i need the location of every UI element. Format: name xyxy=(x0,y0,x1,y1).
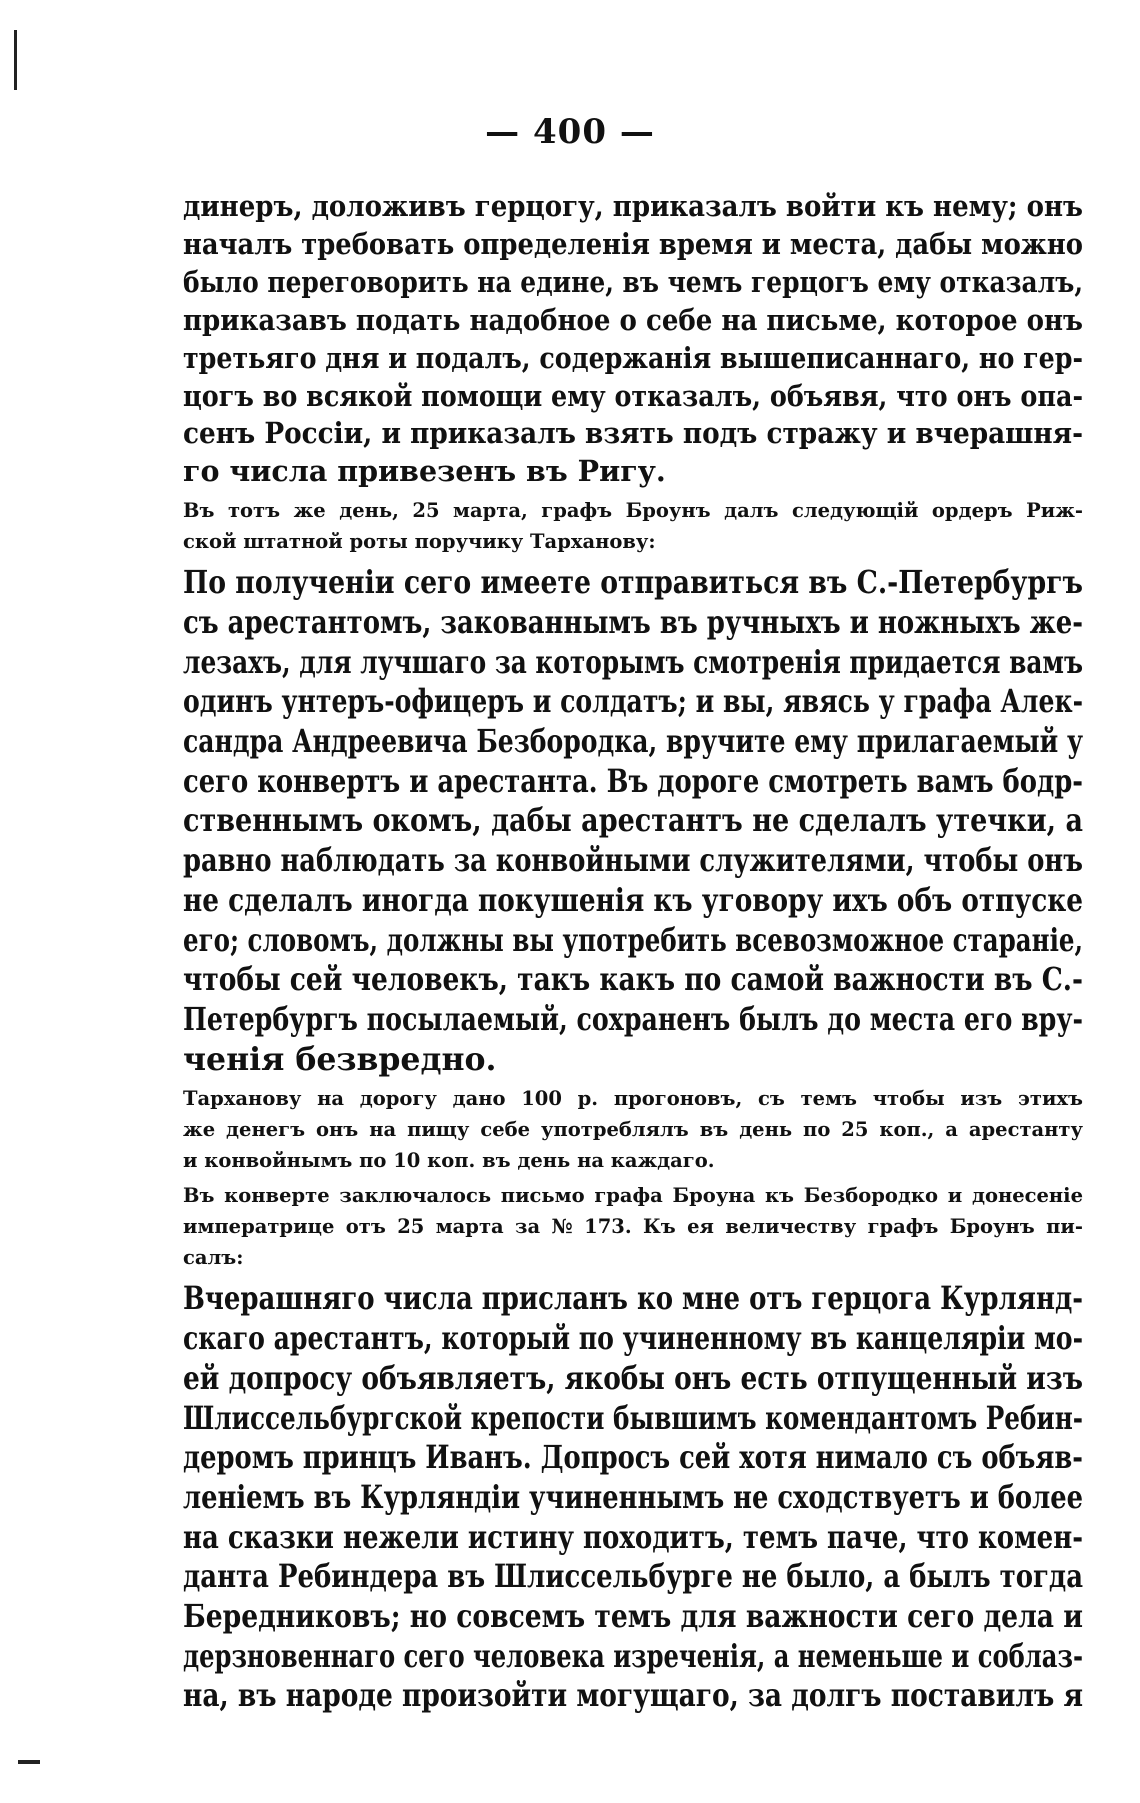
text-line: сего конвертъ и арестанта. Въ дороге смотреть вамъ бодр- xyxy=(183,762,1083,800)
page-body xyxy=(183,188,1083,1716)
text-line: го числа привезенъ въ Ригу. xyxy=(183,454,666,489)
text-line: его; словомъ, должны вы употребить всевозможное стараніе, xyxy=(183,921,1083,959)
text-line: на сказки нежели истину походитъ, темъ паче, что комен- xyxy=(183,1518,1083,1556)
editorial-note xyxy=(183,1180,1083,1273)
text-line: цогъ во всякой помощи ему отказалъ, объявя, что онъ опа- xyxy=(183,378,1083,413)
text-line: приказавъ подать надобное о себе на письме, которое онъ xyxy=(183,302,1083,337)
body-paragraph xyxy=(183,188,1083,491)
text-line: и конвойнымъ по 10 коп. въ день на каждаго. xyxy=(183,1149,715,1173)
text-line: чтобы сей человекъ, такъ какъ по самой важности въ С.- xyxy=(183,961,1083,999)
text-line: ей допросу объявляетъ, якобы онъ есть отпущенный изъ xyxy=(183,1359,1083,1397)
quoted-document xyxy=(183,1279,1083,1716)
text-line: ченія безвредно. xyxy=(183,1040,497,1078)
text-line: Бередниковъ; но совсемъ темъ для важности сего дела и xyxy=(183,1598,1083,1636)
text-line: ской штатной роты поручику Тарханову: xyxy=(183,530,656,554)
text-line: деромъ принцъ Иванъ. Допросъ сей хотя нимало съ объяв- xyxy=(183,1439,1083,1477)
scan-edge-mark xyxy=(14,30,17,90)
text-line: сенъ Россіи, и приказалъ взять подъ стражу и вчерашня- xyxy=(183,416,1083,451)
text-line: не сделалъ иногда покушенія къ уговору ихъ объ отпуске xyxy=(183,881,1083,919)
text-line: динеръ, доложивъ герцогу, приказалъ войти къ нему; онъ xyxy=(183,189,1083,223)
text-line: было переговорить на едине, въ чемъ герцогъ ему отказалъ, xyxy=(183,264,1083,299)
text-line: дерзновеннаго сего человека изреченія, а неменьше и соблаз- xyxy=(183,1637,1083,1675)
text-line: данта Ребиндера въ Шлиссельбурге не было, а былъ тогда xyxy=(183,1558,1083,1596)
text-line: леніемъ въ Курляндіи учиненнымъ не сходствуетъ и более xyxy=(183,1478,1083,1516)
text-line: скаго арестантъ, который по учиненному въ канцеляріи мо- xyxy=(183,1320,1083,1358)
text-line: третьяго дня и подалъ, содержанія вышеписаннаго, но гер- xyxy=(183,340,1083,375)
editorial-note xyxy=(183,495,1083,557)
text-line: сандра Андреевича Безбородка, вручите ему прилагаемый у xyxy=(183,723,1083,761)
scan-edge-mark xyxy=(18,1760,40,1764)
text-line: императрице отъ 25 марта за № 173. Къ ея величеству графъ Броунъ пи- xyxy=(183,1215,1083,1239)
text-line: на, въ народе произойти могущаго, за долгъ поставилъ я xyxy=(183,1677,1083,1715)
text-line: же денегъ онъ на пищу себе употреблялъ въ день по 25 коп., а арестанту xyxy=(183,1118,1083,1142)
text-line: По полученіи сего имеете отправиться въ С.-Петербургъ xyxy=(183,564,1083,602)
text-line: одинъ унтеръ-офицеръ и солдатъ; и вы, явясь у графа Алек- xyxy=(183,683,1083,721)
text-line: Вчерашняго числа присланъ ко мне отъ герцога Курлянд- xyxy=(183,1280,1083,1318)
text-line: равно наблюдать за конвойными служителями, чтобы онъ xyxy=(183,842,1083,880)
text-line: съ арестантомъ, закованнымъ въ ручныхъ и ножныхъ же- xyxy=(183,603,1083,641)
text-line: Въ тотъ же день, 25 марта, графъ Броунъ далъ следующій ордеръ Риж- xyxy=(183,499,1083,523)
text-line: Шлиссельбургской крепости бывшимъ комендантомъ Ребин- xyxy=(183,1399,1083,1437)
text-line: ственнымъ окомъ, дабы арестантъ не сделалъ утечки, а xyxy=(183,802,1083,840)
text-line: началъ требовать определенія время и места, дабы можно xyxy=(183,226,1083,261)
text-line: Петербургъ посылаемый, сохраненъ былъ до места его вру- xyxy=(183,1000,1083,1038)
text-line: лезахъ, для лучшаго за которымъ смотренія придается вамъ xyxy=(183,643,1083,681)
text-line: Въ конверте заключалось письмо графа Броуна къ Безбородко и донесеніе xyxy=(183,1184,1083,1208)
text-line: салъ: xyxy=(183,1246,244,1270)
page-number: — 400 — xyxy=(485,112,655,152)
text-line: Тарханову на дорогу дано 100 р. прогоновъ, съ темъ чтобы изъ этихъ xyxy=(183,1087,1083,1111)
quoted-document xyxy=(183,563,1083,1079)
editorial-note xyxy=(183,1083,1083,1176)
